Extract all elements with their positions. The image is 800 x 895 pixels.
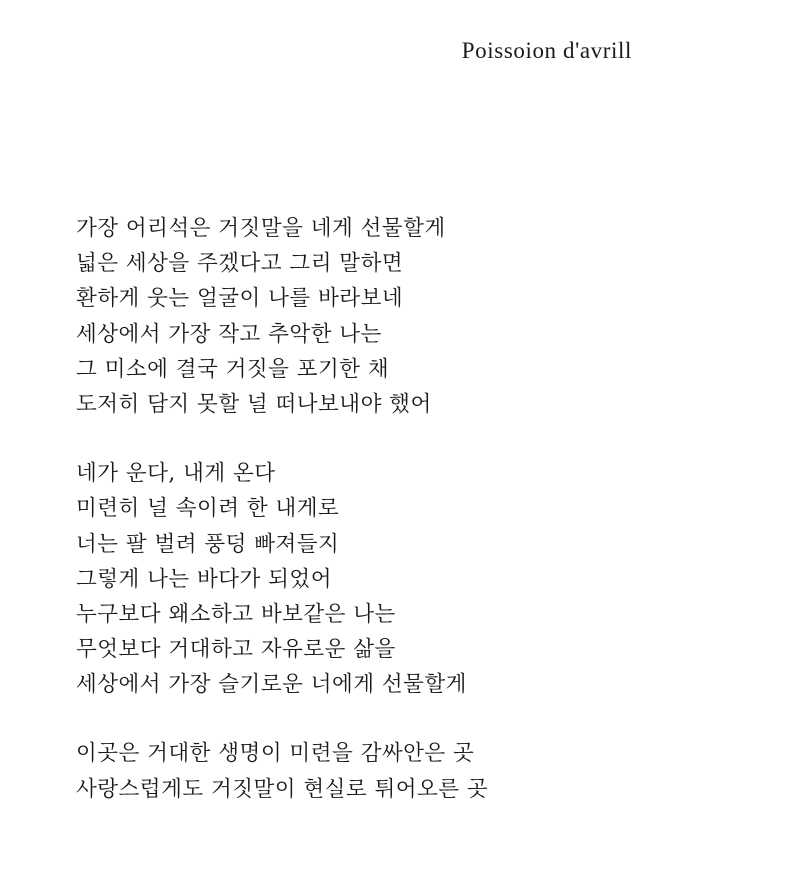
- poem-line: 무엇보다 거대하고 자유로운 삶을: [76, 637, 396, 663]
- poem-line: 네가 운다, 내게 온다: [76, 461, 276, 487]
- poem-line: 도저히 담지 못할 널 떠나보내야 했어: [76, 391, 432, 417]
- stanza-3: [76, 736, 756, 806]
- poem-line: 사랑스럽게도 거짓말이 현실로 튀어오른 곳: [76, 776, 489, 802]
- poem-title: Poissoion d'avrill: [461, 38, 632, 63]
- poem-line: 가장 어리석은 거짓말을 네게 선물할게: [76, 216, 446, 241]
- poem-line: 세상에서 가장 작고 추악한 나는: [76, 321, 382, 347]
- poem-line: 환하게 웃는 얼굴이 나를 바라보네: [76, 286, 404, 312]
- poem-line: 그 미소에 결국 거짓을 포기한 채: [76, 356, 390, 382]
- poem-body: [76, 211, 756, 841]
- poem-line: 너는 팔 벌려 풍덩 빠져들지: [76, 531, 340, 557]
- poem-line: 세상에서 가장 슬기로운 너에게 선물할게: [76, 672, 467, 698]
- poem-line: 미련히 널 속이려 한 내게로: [76, 496, 340, 522]
- stanza-1: [76, 211, 756, 422]
- poem-line: 그렇게 나는 바다가 되었어: [76, 566, 332, 592]
- poem-line: 이곳은 거대한 생명이 미련을 감싸안은 곳: [76, 741, 475, 767]
- poem-line: 넓은 세상을 주겠다고 그리 말하면: [76, 251, 404, 277]
- poem-line: 누구보다 왜소하고 바보같은 나는: [76, 601, 396, 627]
- stanza-2: [76, 456, 756, 702]
